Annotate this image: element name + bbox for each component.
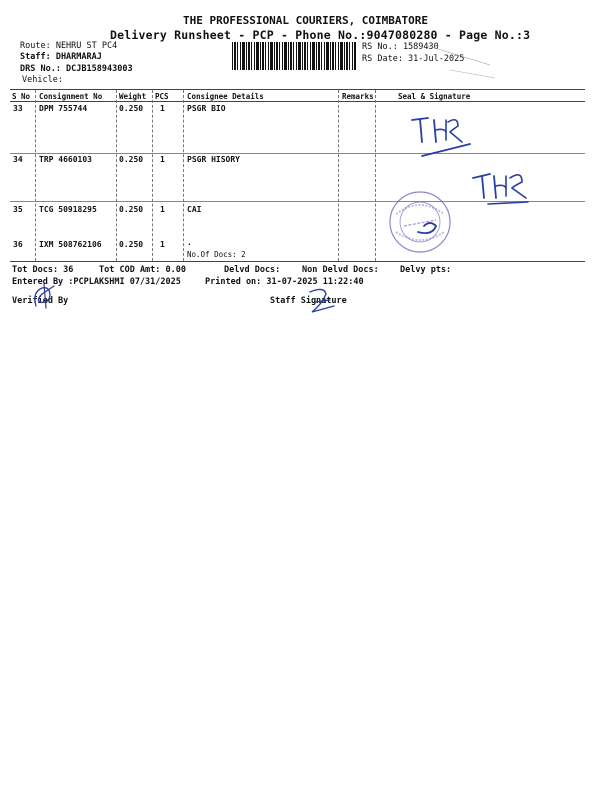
table-row-consignee: . [187, 238, 192, 247]
drs-number: DRS No.: DCJB158943003 [20, 64, 133, 74]
table-row-pcs: 1 [160, 104, 165, 113]
total-cod-amount: Tot COD Amt: 0.00 [99, 265, 186, 275]
delivered-docs: Delvd Docs: [224, 265, 281, 275]
table-row-consignment: TCG 50918295 [39, 205, 97, 214]
handwritten-signature-icon [300, 284, 350, 318]
printed-on: Printed on: 31-07-2025 11:22:40 [205, 277, 364, 287]
table-row-sno: 36 [13, 240, 23, 249]
rs-number: RS No.: 1589430 [362, 42, 439, 52]
table-row-sno: 35 [13, 205, 23, 214]
seal-stamp-icon [382, 186, 462, 260]
total-docs: Tot Docs: 36 [12, 265, 74, 275]
runsheet-subtitle: Delivery Runsheet - PCP - Phone No.:9047080280 - Page No.:3 [110, 28, 531, 42]
table-row-pcs: 1 [160, 240, 165, 249]
column-separator [152, 90, 153, 261]
table-row-note: No.Of Docs: 2 [187, 250, 246, 259]
company-title: THE PROFESSIONAL COURIERS, COIMBATORE [183, 14, 429, 27]
table-row-consignment: IXM 508762106 [39, 240, 102, 249]
table-row-weight: 0.250 [119, 205, 144, 214]
column-header-remarks: Remarks [342, 92, 374, 101]
table-row-consignment: DPM 755744 [39, 104, 88, 113]
handwritten-signature-icon [468, 164, 548, 214]
table-row-weight: 0.250 [119, 155, 144, 164]
vehicle-label: Vehicle: [22, 75, 63, 85]
column-separator [183, 90, 184, 261]
column-header-consignee: Consignee Details [187, 92, 264, 101]
table-row-consignee: CAI [187, 205, 202, 214]
column-header-weight: Weight [119, 92, 147, 101]
handwritten-signature-icon [400, 108, 480, 163]
column-header-consignment: Consignment No [39, 92, 103, 101]
rs-date: RS Date: 31-Jul-2025 [362, 54, 465, 64]
table-top-border [10, 89, 585, 90]
table-row-sno: 34 [13, 155, 23, 164]
column-separator [116, 90, 117, 261]
column-header-pcs: PCS [155, 92, 169, 101]
column-separator [35, 90, 36, 261]
column-separator [338, 90, 339, 261]
row-divider [10, 153, 585, 154]
verified-by-label: Verified By [12, 296, 69, 306]
staff-signature-label: Staff Signature [270, 296, 347, 306]
table-row-pcs: 1 [160, 155, 165, 164]
column-header-seal: Seal & Signature [398, 92, 471, 101]
column-separator [375, 90, 376, 261]
table-row-consignment: TRP 4660103 [39, 155, 92, 164]
staff-label: Staff: DHARMARAJ [20, 52, 102, 62]
table-bottom-border [10, 261, 585, 262]
table-row-weight: 0.250 [119, 240, 144, 249]
route-label: Route: NEHRU ST PC4 [20, 41, 118, 51]
table-row-weight: 0.250 [119, 104, 144, 113]
scan-mark-icon [420, 40, 500, 80]
table-row-consignee: PSGR HISORY [187, 155, 240, 164]
table-row-consignee: PSGR BIO [187, 104, 226, 113]
handwritten-signature-icon [28, 282, 68, 312]
table-row-pcs: 1 [160, 205, 165, 214]
barcode-icon [232, 42, 356, 70]
delivery-points: Delvy pts: [400, 265, 452, 275]
non-delivered-docs: Non Delvd Docs: [302, 265, 379, 275]
table-row-sno: 33 [13, 104, 23, 113]
entered-by: Entered By :PCPLAKSHMI 07/31/2025 [12, 277, 181, 287]
column-header-sno: S No [12, 92, 31, 101]
table-header-border [10, 101, 585, 102]
